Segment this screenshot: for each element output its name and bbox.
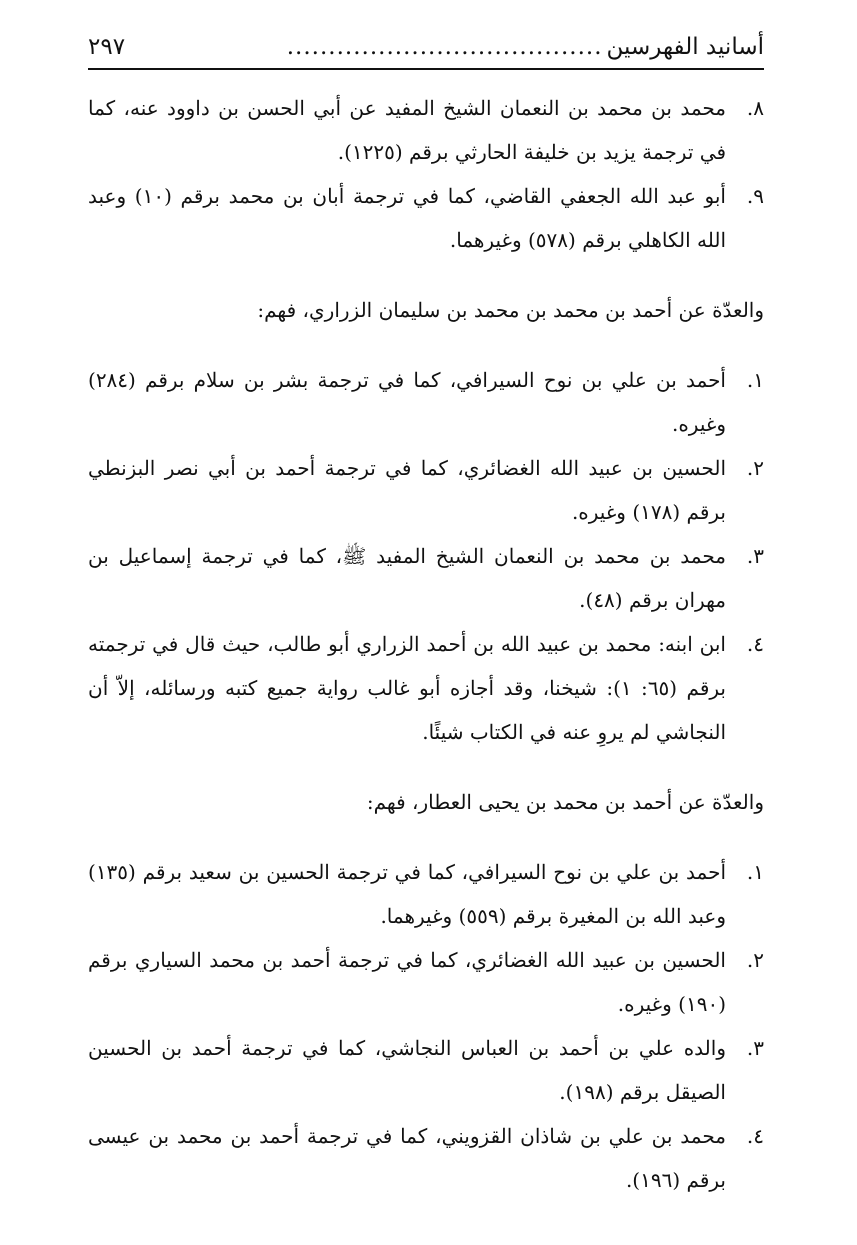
- list-a: [88, 86, 764, 262]
- list-item: [88, 358, 764, 446]
- item-number: ٢.: [746, 948, 764, 972]
- list-item: [88, 850, 764, 938]
- item-text: ابن ابنه: محمد بن عبيد الله بن أحمد الزراري أبو طالب، حيث قال في ترجمته برقم (٦٥: ١): شيخنا، وقد أجازه أبو غالب رواية جميع كتبه ورسائله، إلاّ أن النجاشي لم يروِ عنه في الكتاب شيئًا.: [88, 632, 726, 744]
- item-number: ١.: [746, 860, 764, 884]
- item-number: ٤.: [746, 632, 764, 656]
- section-c: [88, 780, 764, 1202]
- section-intro: والعدّة عن أحمد بن محمد بن محمد بن سليمان الزراري، فهم:: [257, 298, 764, 322]
- list-item: [88, 534, 764, 622]
- item-text: أحمد بن علي بن نوح السيرافي، كما في ترجمة بشر بن سلام برقم (٢٨٤) وغيره.: [88, 368, 726, 436]
- item-text: محمد بن محمد بن النعمان الشيخ المفيد عن أبي الحسن بن داوود عنه، كما في ترجمة يزيد بن خليفة الحارثي برقم (١٢٢٥).: [88, 96, 726, 164]
- item-text: الحسين بن عبيد الله الغضائري، كما في ترجمة أحمد بن محمد السياري برقم (١٩٠) وغيره.: [88, 948, 726, 1016]
- list-item: [88, 174, 764, 262]
- list-item: [88, 86, 764, 174]
- item-number: ٨.: [746, 96, 764, 120]
- section-intro: والعدّة عن أحمد بن محمد بن يحيى العطار، فهم:: [366, 790, 764, 814]
- list-item: [88, 938, 764, 1026]
- item-number: ٣.: [746, 544, 764, 568]
- item-number: ٩.: [746, 184, 764, 208]
- list-item: [88, 446, 764, 534]
- running-header: [88, 28, 764, 66]
- item-text: أحمد بن علي بن نوح السيرافي، كما في ترجمة الحسين بن سعيد برقم (١٣٥) وعبد الله بن المغيرة برقم (٥٥٩) وغيرهما.: [88, 860, 726, 928]
- list-item: [88, 622, 764, 754]
- header-rule: [88, 68, 764, 70]
- item-text: الحسين بن عبيد الله الغضائري، كما في ترجمة أحمد بن أبي نصر البزنطي برقم (١٧٨) وغيره.: [88, 456, 726, 524]
- item-text: محمد بن محمد بن النعمان الشيخ المفيد ﷺ، كما في ترجمة إسماعيل بن مهران برقم (٤٨).: [88, 544, 726, 612]
- list-item: [88, 1026, 764, 1114]
- list-item: [88, 1114, 764, 1202]
- list-c: [88, 850, 764, 1202]
- item-text: محمد بن علي بن شاذان القزويني، كما في ترجمة أحمد بن محمد بن عيسى برقم (١٩٦).: [88, 1124, 726, 1192]
- item-number: ٤.: [746, 1124, 764, 1148]
- item-number: ١.: [746, 368, 764, 392]
- item-number: ٣.: [746, 1036, 764, 1060]
- list-b: [88, 358, 764, 754]
- page-number: ٢٩٧: [88, 34, 126, 60]
- section-a: [88, 86, 764, 262]
- item-number: ٢.: [746, 456, 764, 480]
- item-text: والده علي بن أحمد بن العباس النجاشي، كما في ترجمة أحمد بن الحسين الصيقل برقم (١٩٨).: [88, 1036, 726, 1104]
- page: [88, 28, 764, 1202]
- item-text: أبو عبد الله الجعفي القاضي، كما في ترجمة أبان بن محمد برقم (١٠) وعبد الله الكاهلي برقم (٥٧٨) وغيرهما.: [88, 184, 726, 252]
- section-b: [88, 288, 764, 754]
- leader-dots: ......................................: [286, 34, 603, 60]
- running-title: أسانيد الفهرسين: [606, 34, 764, 60]
